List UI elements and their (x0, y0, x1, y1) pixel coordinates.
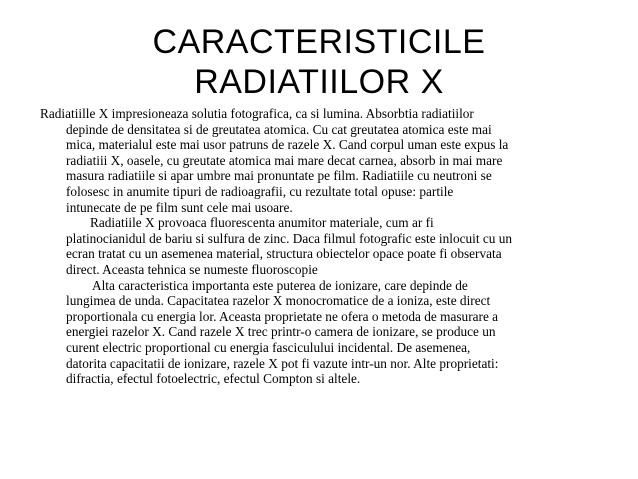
paragraph-line: ecran tratat cu un asemenea material, structura obiectelor opace poate fi observata (66, 246, 502, 262)
paragraph-line: radiatiii X, oasele, cu greutate atomica mai mare decat carnea, absorb in mai mare (66, 152, 503, 168)
paragraph-2 (40, 215, 610, 277)
paragraph-line: depinde de densitatea si de greutatea atomica. Cu cat greutatea atomica este mai (66, 121, 492, 137)
paragraph-line: proportionala cu energia lor. Aceasta proprietate ne ofera o metoda de masurare a (66, 308, 499, 324)
paragraph-line: lungimea de unda. Capacitatea razelor X monocromatice de a ioniza, este direct (66, 293, 491, 309)
title-line-2: RADIATIILOR X (194, 63, 444, 101)
paragraph-1 (40, 106, 610, 215)
paragraph-line: datorita capacitatii de ionizare, razele X pot fi vazute intr-un nor. Alte proprietati: (66, 355, 499, 371)
slide-body (40, 106, 610, 387)
paragraph-line: difractia, efectul fotoelectric, efectul Compton si altele. (66, 371, 361, 387)
title-line-1: CARACTERISTICILE (152, 23, 486, 61)
paragraph-line: folosesc in anumite tipuri de radioagrafii, cu rezultate total opuse: partile (66, 183, 454, 199)
paragraph-line: curent electric proportional cu energia fasciculului incidental. De asemenea, (66, 339, 471, 355)
slide-title (0, 22, 638, 102)
paragraph-line: direct. Aceasta tehnica se numeste fluoroscopie (66, 261, 318, 277)
paragraph-line: masura radiatiile si apar umbre mai pronuntate pe film. Radiatiile cu neutroni se (66, 168, 492, 184)
paragraph-line: Radiatiille X impresioneaza solutia fotografica, ca si lumina. Absorbtia radiatiilor (40, 106, 474, 121)
paragraph-line: Alta caracteristica importanta este puterea de ionizare, care depinde de (92, 277, 468, 293)
paragraph-line: Radiatiile X provoaca fluorescenta anumitor materiale, cum ar fi (90, 215, 434, 231)
paragraph-3 (40, 278, 610, 387)
paragraph-line: mica, materialul este mai usor patruns de razele X. Cand corpul uman este expus la (66, 137, 509, 153)
paragraph-line: intunecate de pe film sunt cele mai usoare. (66, 199, 293, 215)
paragraph-line: energiei razelor X. Cand razele X trec printr-o camera de ionizare, se produce un (66, 324, 496, 340)
paragraph-line: platinocianidul de bariu si sulfura de zinc. Daca filmul fotografic este inlocuit cu un (66, 230, 513, 246)
